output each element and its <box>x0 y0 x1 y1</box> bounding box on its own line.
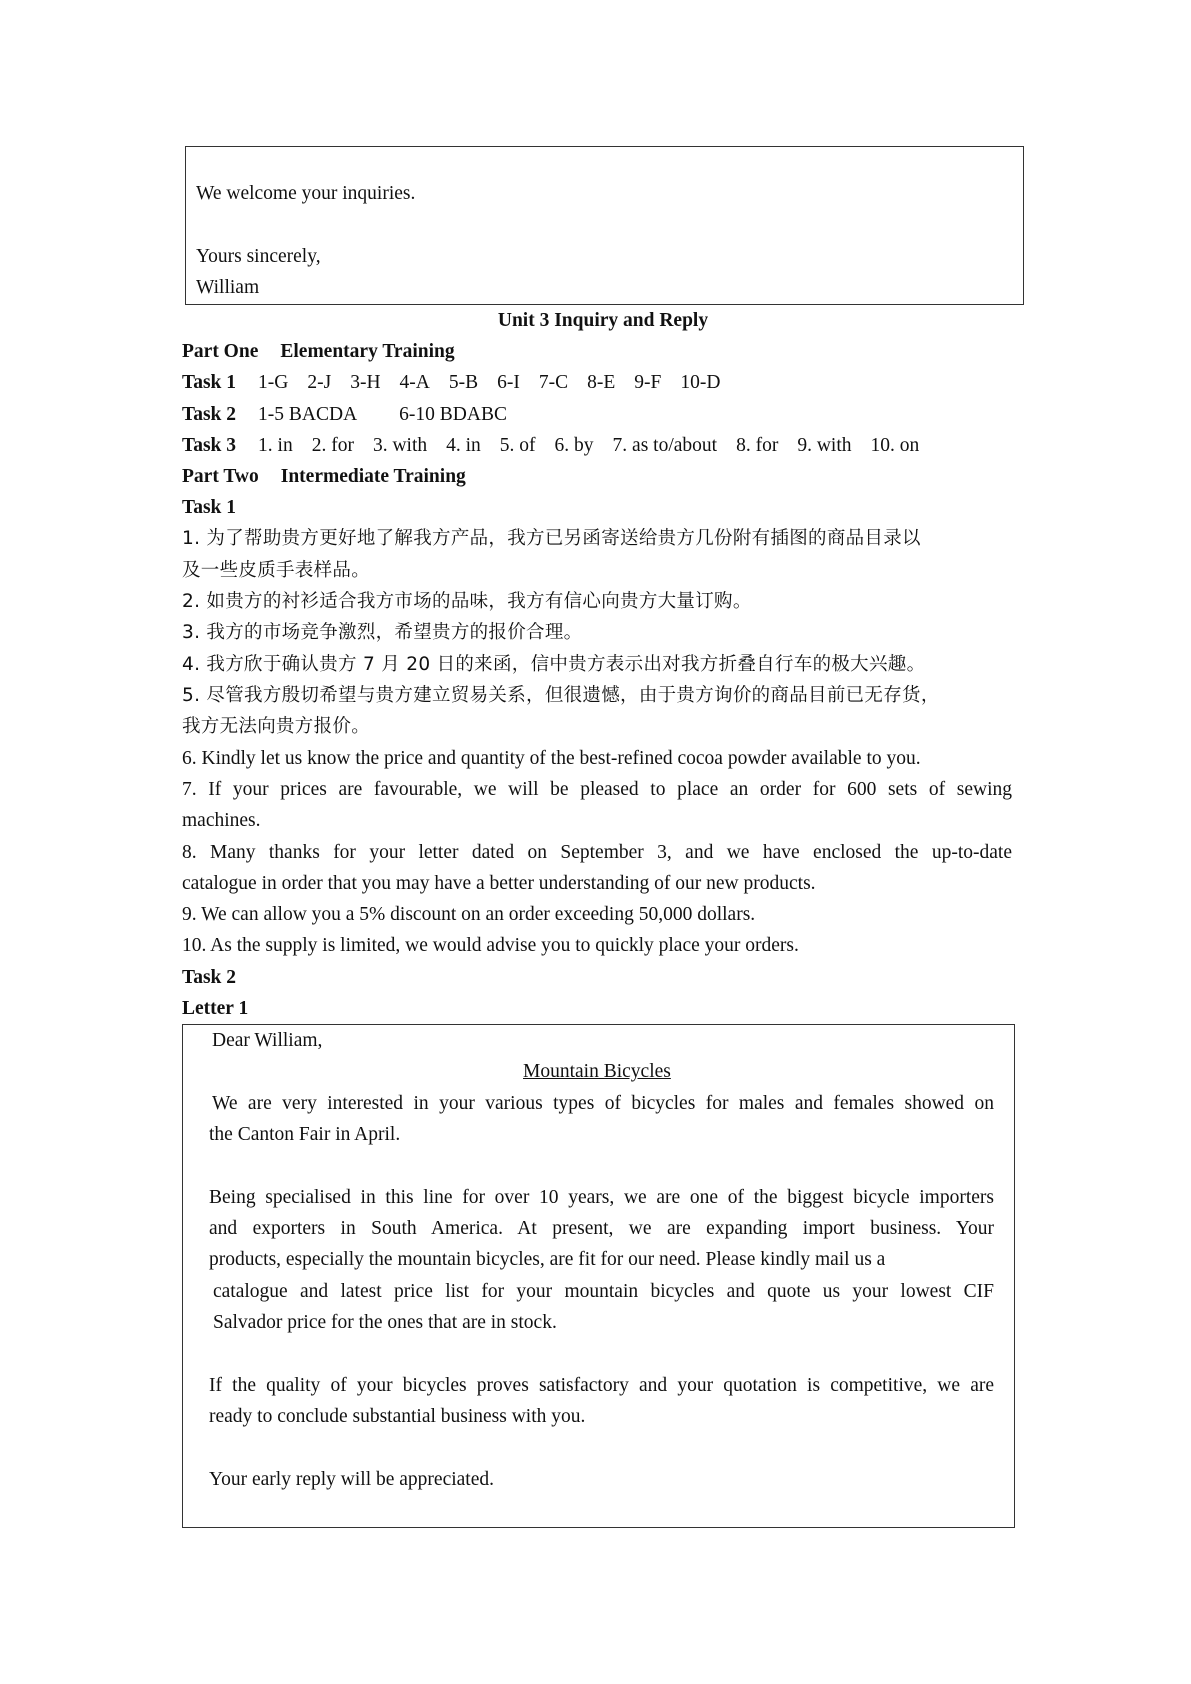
task1-answer: 6-I <box>497 372 520 393</box>
task3-answer: 7. as to/about <box>612 435 718 456</box>
task1-answer: 3-H <box>350 372 381 393</box>
task3-label: Task 3 <box>182 435 237 456</box>
letter-salutation: Dear William, <box>212 1030 323 1051</box>
task1-answer: 10-D <box>680 372 721 393</box>
letter-line: Your early reply will be appreciated. <box>209 1469 495 1490</box>
task2-answers-row <box>182 399 507 430</box>
part-one-heading <box>182 336 455 367</box>
translation-line: 10. As the supply is limited, we would advise you to quickly place your orders. <box>182 935 799 956</box>
task1-answers-row <box>182 367 720 398</box>
letter-subject: Mountain Bicycles <box>523 1061 671 1082</box>
task2-heading: Task 2 <box>182 967 237 988</box>
task3-answer: 10. on <box>870 435 920 456</box>
task3-answer: 5. of <box>499 435 536 456</box>
translation-line: machines. <box>182 810 261 831</box>
task1-answer: 4-A <box>399 372 430 393</box>
task1-heading: Task 1 <box>182 497 237 518</box>
letter1-heading: Letter 1 <box>182 998 249 1019</box>
letter-line: If the quality of your bicycles proves satisfactory and your quotation is competitive, we are <box>209 1375 994 1396</box>
task1-answer: 9-F <box>634 372 662 393</box>
translation-line: catalogue in order that you may have a better understanding of our new products. <box>182 873 816 894</box>
part-two-heading <box>182 461 466 492</box>
letter-line: catalogue and latest price list for your mountain bicycles and quote us your lowest CIF <box>213 1281 994 1302</box>
letter-line: ready to conclude substantial business with you. <box>209 1406 586 1427</box>
top-letter-box <box>185 146 1024 305</box>
task3-answer: 2. for <box>311 435 354 456</box>
letter-line: the Canton Fair in April. <box>209 1124 401 1145</box>
letter-line: Being specialised in this line for over 10 years, we are one of the biggest bicycle importers <box>209 1187 994 1208</box>
task3-answer: 4. in <box>446 435 481 456</box>
translation-line: 1. 为了帮助贵方更好地了解我方产品，我方已另函寄送给贵方几份附有插图的商品目录以 <box>182 528 921 549</box>
translation-line: 2. 如贵方的衬衫适合我方市场的品味，我方有信心向贵方大量订购。 <box>182 591 752 612</box>
translation-line: 3. 我方的市场竞争激烈，希望贵方的报价合理。 <box>182 622 583 643</box>
task1-label: Task 1 <box>182 372 237 393</box>
task2-label: Task 2 <box>182 404 237 425</box>
translation-line: 8. Many thanks for your letter dated on September 3, and we have enclosed the up-to-date <box>182 842 1012 863</box>
task2-answer: 6-10 BDABC <box>399 404 507 425</box>
translation-line: 9. We can allow you a 5% discount on an order exceeding 50,000 dollars. <box>182 904 756 925</box>
task1-answer: 1-G <box>258 372 289 393</box>
letter-line: and exporters in South America. At present, we are expanding import business. Your <box>209 1218 994 1239</box>
task2-answer: 1-5 BACDA <box>258 404 358 425</box>
welcome-line: We welcome your inquiries. <box>196 183 416 204</box>
task3-answer: 3. with <box>372 435 428 456</box>
unit-title: Unit 3 Inquiry and Reply <box>497 310 709 331</box>
translation-line: 7. If your prices are favourable, we will be pleased to place an order for 600 sets of sewing <box>182 779 1012 800</box>
part-two-label: Part Two <box>182 466 259 487</box>
part-two-title: Intermediate Training <box>280 466 466 487</box>
task1-answer: 5-B <box>448 372 479 393</box>
translation-line: 4. 我方欣于确认贵方 7 月 20 日的来函，信中贵方表示出对我方折叠自行车的极大兴趣。 <box>182 654 926 675</box>
signature-line: William <box>196 277 260 298</box>
task3-answers-row <box>182 430 919 461</box>
part-one-label: Part One <box>182 341 259 362</box>
part-one-title: Elementary Training <box>280 341 455 362</box>
letter-line: products, especially the mountain bicycles, are fit for our need. Please kindly mail us a <box>209 1249 886 1270</box>
translation-line: 5. 尽管我方殷切希望与贵方建立贸易关系，但很遗憾，由于贵方询价的商品目前已无存货， <box>182 685 940 706</box>
task1-answer: 7-C <box>538 372 569 393</box>
letter-line: We are very interested in your various types of bicycles for males and females showed on <box>212 1093 994 1114</box>
task3-answer: 6. by <box>554 435 594 456</box>
translation-line: 及一些皮质手表样品。 <box>182 560 371 581</box>
translation-line: 我方无法向贵方报价。 <box>182 716 371 737</box>
closing-line: Yours sincerely, <box>196 246 321 267</box>
task1-answer: 8-E <box>587 372 616 393</box>
letter-line: Salvador price for the ones that are in stock. <box>213 1312 557 1333</box>
task3-answer: 1. in <box>258 435 293 456</box>
task1-answer: 2-J <box>307 372 332 393</box>
task3-answer: 8. for <box>736 435 779 456</box>
translation-line: 6. Kindly let us know the price and quantity of the best-refined cocoa powder available to you. <box>182 748 921 769</box>
task3-answer: 9. with <box>797 435 852 456</box>
